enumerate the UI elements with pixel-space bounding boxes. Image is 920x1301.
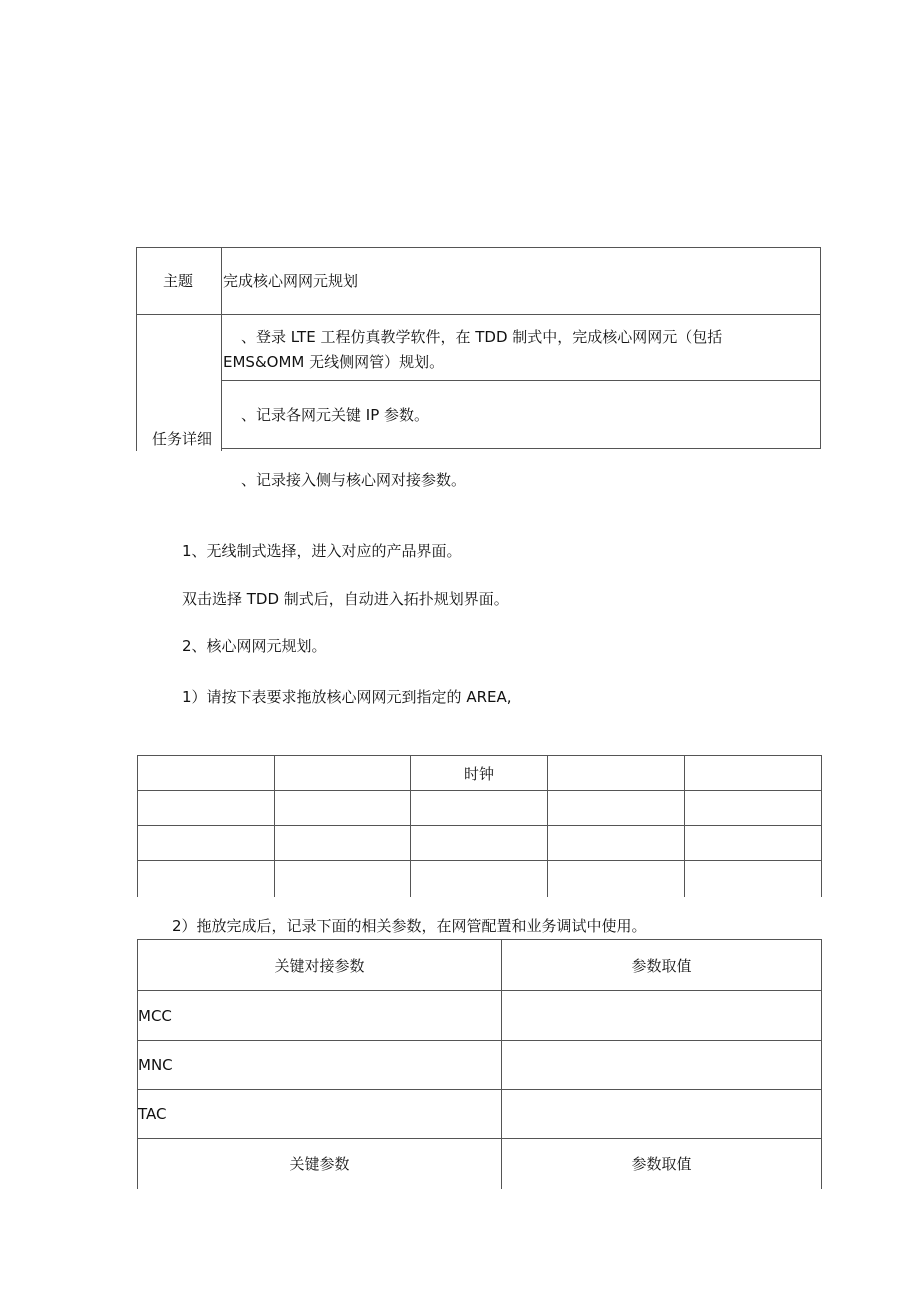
param-key-mnc: MNC: [138, 1041, 502, 1090]
area-cell: [685, 826, 822, 861]
area-cell: [548, 791, 685, 826]
param-footer-key: 关键参数: [138, 1139, 502, 1189]
detail-label: 任务详细: [152, 430, 213, 448]
param-key-mcc: MCC: [138, 991, 502, 1041]
area-cell: [685, 791, 822, 826]
param-value-tac: [502, 1090, 822, 1139]
task-detail-line-3: 、记录各网元关键 IP 参数。: [241, 406, 430, 424]
area-cell: [411, 826, 548, 861]
subject-label: 主题: [163, 272, 194, 290]
param-value-mcc: [502, 991, 822, 1041]
task-detail-line-4: 、记录接入侧与核心网对接参数。: [241, 471, 467, 489]
area-header-cell: [548, 756, 685, 791]
area-table: [137, 755, 822, 897]
task-detail-line-1: 、登录 LTE 工程仿真教学软件，在 TDD 制式中，完成核心网网元（包括: [241, 328, 723, 346]
area-cell: [548, 826, 685, 861]
table-row: [138, 826, 822, 861]
step-2-heading: 2、核心网网元规划。: [182, 637, 327, 655]
step-2-2-instruction: 2）拖放完成后，记录下面的相关参数，在网管配置和业务调试中使用。: [172, 917, 647, 935]
table-row: [138, 861, 822, 897]
step-1-description: 双击选择 TDD 制式后，自动进入拓扑规划界面。: [182, 590, 509, 608]
area-header-cell: [275, 756, 411, 791]
area-cell: [275, 826, 411, 861]
area-cell: [138, 826, 275, 861]
area-cell: [275, 791, 411, 826]
area-cell: [138, 791, 275, 826]
area-cell: [548, 861, 685, 897]
area-header-cell-clock: 时钟: [411, 756, 548, 791]
area-cell: [275, 861, 411, 897]
area-table-header: [138, 756, 822, 791]
param-key-tac: TAC: [138, 1090, 502, 1139]
param-header-value: 参数取值: [502, 940, 822, 991]
step-1-heading: 1、无线制式选择，进入对应的产品界面。: [182, 542, 462, 560]
area-cell: [685, 861, 822, 897]
table-row: [138, 991, 822, 1041]
table-row: [138, 791, 822, 826]
subject-value: 完成核心网网元规划: [223, 272, 359, 290]
area-cell: [411, 861, 548, 897]
param-header-key: 关键对接参数: [138, 940, 502, 991]
area-header-cell: [138, 756, 275, 791]
step-2-1-instruction: 1）请按下表要求拖放核心网网元到指定的 AREA,: [182, 688, 512, 706]
area-cell: [138, 861, 275, 897]
param-table-footer: [138, 1139, 822, 1189]
table-row: [138, 1090, 822, 1139]
param-value-mnc: [502, 1041, 822, 1090]
param-table: [137, 939, 822, 1189]
table-row: [138, 1041, 822, 1090]
area-cell: [411, 791, 548, 826]
param-footer-value: 参数取值: [502, 1139, 822, 1189]
task-detail-line-2: EMS&OMM 无线侧网管）规划。: [223, 353, 445, 371]
param-table-header: [138, 940, 822, 991]
area-header-cell: [685, 756, 822, 791]
